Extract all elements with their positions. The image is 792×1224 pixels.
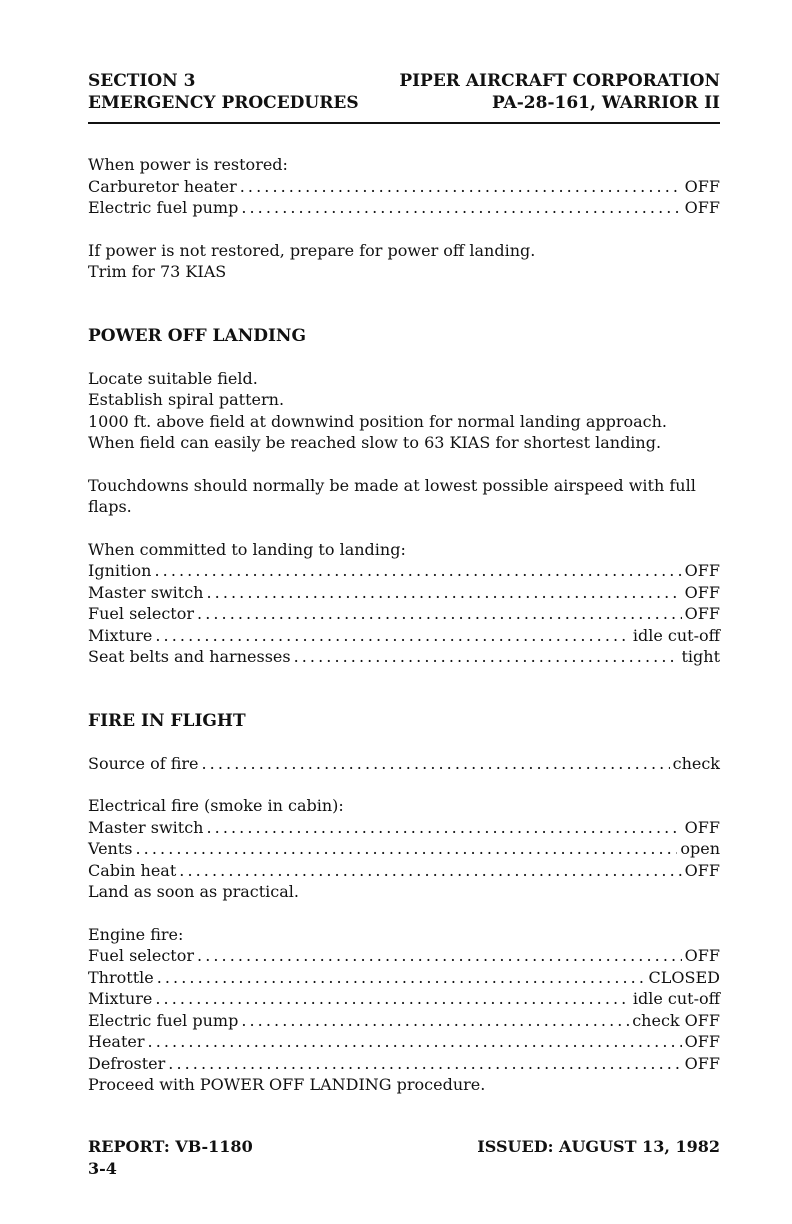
header-row-2 — [88, 92, 720, 114]
checklist-item: Cabin heat . . . OFF — [88, 860, 720, 882]
engine-fire-end: Proceed with POWER OFF LANDING procedure. — [88, 1075, 486, 1094]
checklist-item: Fuel selector . . . OFF — [88, 945, 720, 967]
manual-page — [88, 70, 720, 1096]
page-footer — [88, 1136, 720, 1180]
procedure-line: Establish spiral pattern. — [88, 390, 285, 409]
header-row-1 — [88, 70, 720, 92]
checklist-item: Defroster . . . OFF — [88, 1053, 720, 1075]
power-restored-intro: When power is restored: — [88, 155, 288, 174]
checklist-item: Ignition . . . OFF — [88, 560, 720, 582]
checklist-item: Vents . . . open — [88, 838, 720, 860]
trim-line: Trim for 73 KIAS — [88, 262, 227, 281]
checklist-item: Carburetor heater . . . OFF — [88, 176, 720, 198]
electrical-fire-end: Land as soon as practical. — [88, 882, 299, 901]
checklist-item: Source of fire . . . check — [88, 753, 720, 775]
checklist-item: Electric fuel pump . . . check OFF — [88, 1010, 720, 1032]
checklist-item: Master switch . . . OFF — [88, 582, 720, 604]
section-title: EMERGENCY PROCEDURES — [88, 93, 359, 113]
checklist-item: Master switch . . . OFF — [88, 817, 720, 839]
procedure-line: 1000 ft. above field at downwind position for normal landing approach. — [88, 411, 668, 431]
company-name: PIPER AIRCRAFT CORPORATION — [399, 71, 720, 91]
checklist-item: Fuel selector . . . OFF — [88, 603, 720, 625]
checklist-item: Heater . . . OFF — [88, 1031, 720, 1053]
power-off-landing-heading: POWER OFF LANDING — [88, 325, 306, 346]
section-label: SECTION 3 — [88, 71, 196, 91]
checklist-item: Electric fuel pump . . . OFF — [88, 197, 720, 219]
procedure-line: When field can easily be reached slow to 63 KIAS for shortest landing. — [88, 433, 662, 452]
electrical-fire-intro: Electrical fire (smoke in cabin): — [88, 796, 344, 815]
not-restored-line: If power is not restored, prepare for power off landing. — [88, 240, 536, 260]
header-rule — [88, 122, 720, 124]
checklist-item: Mixture . . . idle cut-off — [88, 988, 720, 1010]
procedure-line: Locate suitable field. — [88, 368, 258, 388]
fire-in-flight-heading: FIRE IN FLIGHT — [88, 710, 246, 731]
aircraft-model: PA-28-161, WARRIOR II — [492, 93, 720, 113]
touchdown-paragraph: Touchdowns should normally be made at lowest possible airspeed with full flaps. — [88, 475, 696, 516]
report-number: REPORT: VB-1180 — [88, 1137, 253, 1156]
checklist-item: Seat belts and harnesses . . . tight — [88, 646, 720, 668]
checklist-item: Mixture . . . idle cut-off — [88, 625, 720, 647]
checklist-item: Throttle . . . CLOSED — [88, 967, 720, 989]
committed-intro: When committed to landing to landing: — [88, 539, 406, 559]
engine-fire-intro: Engine fire: — [88, 924, 184, 944]
issue-date: ISSUED: AUGUST 13, 1982 — [477, 1137, 720, 1156]
page-number: 3-4 — [88, 1159, 117, 1178]
